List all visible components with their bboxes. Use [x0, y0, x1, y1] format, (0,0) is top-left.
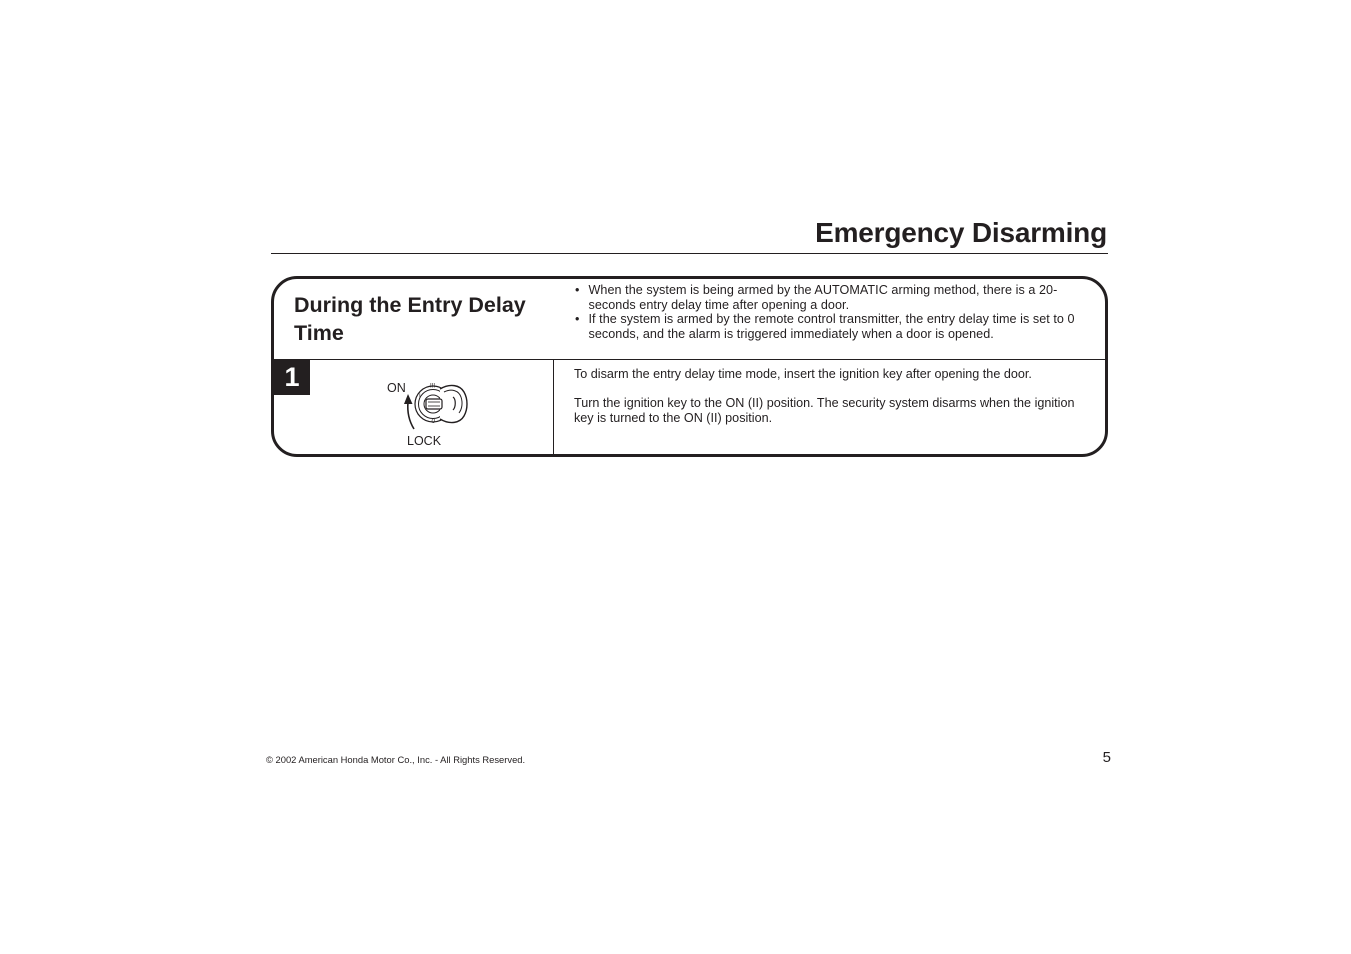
bullet-dot-icon: • [575, 312, 580, 326]
bullet-text: When the system is being armed by the AUTOMATIC arming method, there is a 20-seconds entry delay time after opening a door. [588, 283, 1058, 312]
on-label: ON [387, 381, 406, 395]
bullet-dot-icon: • [575, 283, 580, 297]
instruction-panel [271, 276, 1108, 457]
position-mark-iii: III [430, 383, 436, 390]
position-mark-0: 0 [431, 418, 436, 425]
page-title: Emergency Disarming [815, 217, 1107, 248]
step-number-badge: 1 [274, 359, 310, 395]
bullet-item [574, 312, 1077, 341]
step-instructions [574, 367, 1077, 440]
instruction-paragraph: Turn the ignition key to the ON (II) position. The security system disarms when the ignition key is turned to the ON (II) position. [574, 396, 1075, 425]
page-number: 5 [1102, 749, 1111, 766]
title-rule [271, 253, 1108, 254]
step-row [274, 359, 1105, 454]
instruction-paragraph: To disarm the entry delay time mode, insert the ignition key after opening the door. [574, 367, 1032, 381]
turn-arrow-curve [408, 402, 414, 429]
bullet-item [574, 283, 1077, 312]
position-mark-i: I [419, 394, 421, 400]
lock-label: LOCK [407, 434, 442, 448]
key-head-outline [440, 385, 467, 422]
key-shaft [426, 399, 442, 409]
section-heading: During the Entry Delay Time [294, 293, 526, 345]
turn-arrow-head [404, 394, 413, 404]
bullet-list [574, 283, 1077, 341]
section-header-row [274, 279, 1105, 360]
column-divider [553, 359, 554, 454]
bullet-text: If the system is armed by the remote control transmitter, the entry delay time is set to 0 seconds, and the alarm is triggered immediately when a door is opened. [588, 312, 1075, 341]
copyright-notice: © 2002 American Honda Motor Co., Inc. - All Rights Reserved. [266, 754, 526, 765]
ignition-key-icon [374, 375, 484, 451]
